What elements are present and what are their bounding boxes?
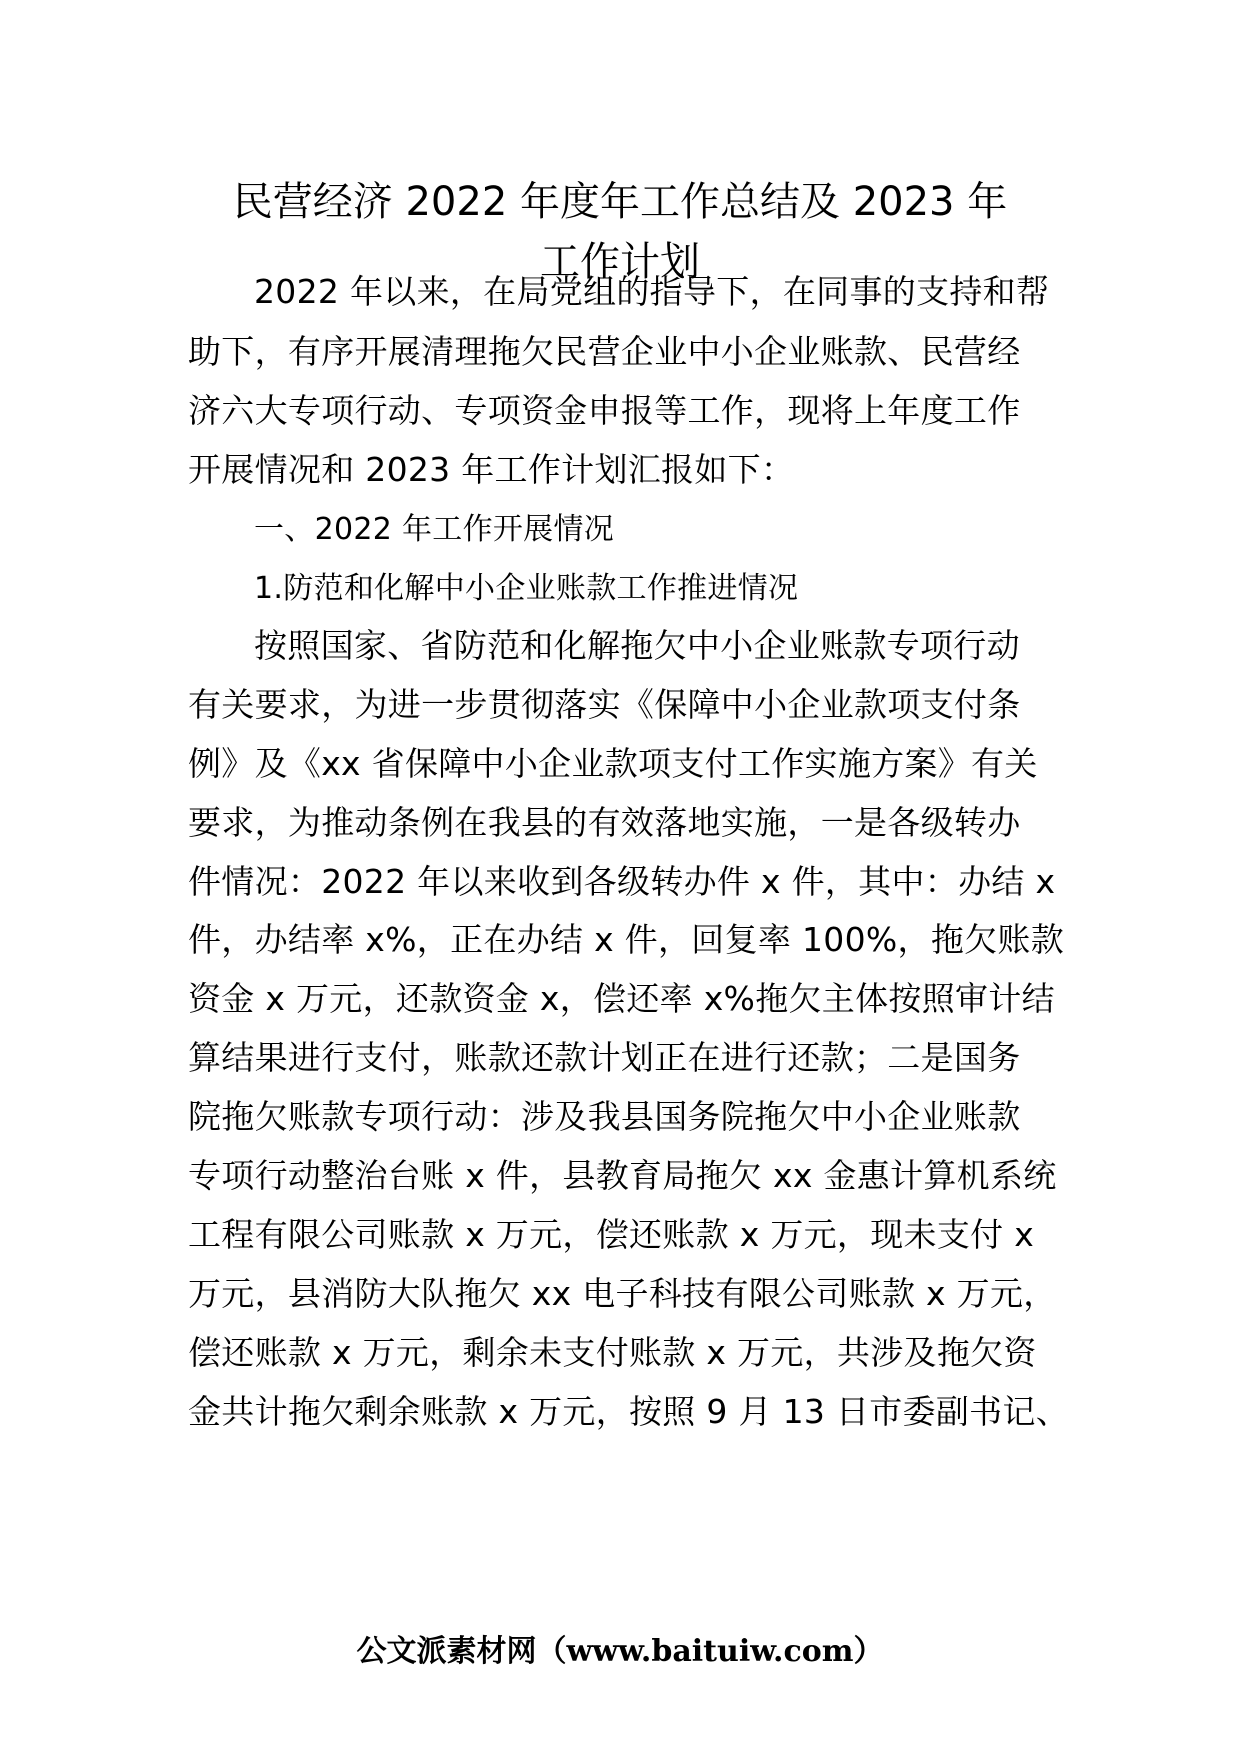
paragraph-2-line: 工程有限公司账款 x 万元，偿还账款 x 万元，现未支付 x bbox=[188, 1215, 1035, 1254]
paragraph-2-line: 院拖欠账款专项行动：涉及我县国务院拖欠中小企业账款 bbox=[188, 1097, 1021, 1136]
source-footer: 公文派素材网（www.baituiw.com） bbox=[356, 1634, 884, 1669]
subsection-heading: 1.防范和化解中小企业账款工作推进情况 bbox=[254, 571, 799, 606]
paragraph-2-line: 件，办结率 x%，正在办结 x 件，回复率 100%，拖欠账款 bbox=[188, 920, 1065, 959]
paragraph-2-line: 有关要求，为进一步贯彻落实《保障中小企业款项支付条 bbox=[188, 685, 1021, 724]
paragraph-1-line: 开展情况和 2023 年工作计划汇报如下： bbox=[188, 450, 795, 489]
paragraph-1-line: 济六大专项行动、专项资金申报等工作，现将上年度工作 bbox=[188, 391, 1021, 430]
paragraph-2-line: 要求，为推动条例在我县的有效落地实施，一是各级转办 bbox=[188, 803, 1021, 842]
paragraph-2-line: 例》及《xx 省保障中小企业款项支付工作实施方案》有关 bbox=[188, 744, 1038, 783]
paragraph-2-line: 件情况：2022 年以来收到各级转办件 x 件，其中：办结 x bbox=[188, 862, 1056, 901]
paragraph-2-line: 偿还账款 x 万元，剩余未支付账款 x 万元，共涉及拖欠资 bbox=[188, 1333, 1037, 1372]
paragraph-2-line: 金共计拖欠剩余账款 x 万元，按照 9 月 13 日市委副书记、 bbox=[188, 1392, 1070, 1431]
paragraph-1-line: 2022 年以来，在局党组的指导下，在同事的支持和帮 bbox=[254, 272, 1050, 311]
document-title-line-2: 工作计划 bbox=[540, 239, 700, 285]
document-title-line-1: 民营经济 2022 年度年工作总结及 2023 年 bbox=[232, 179, 1008, 225]
paragraph-2-line: 专项行动整治台账 x 件，县教育局拖欠 xx 金惠计算机系统 bbox=[188, 1156, 1057, 1195]
paragraph-2-line: 算结果进行支付，账款还款计划正在进行还款；二是国务 bbox=[188, 1038, 1021, 1077]
paragraph-1-line: 助下，有序开展清理拖欠民营企业中小企业账款、民营经 bbox=[188, 332, 1021, 371]
paragraph-2-line: 按照国家、省防范和化解拖欠中小企业账款专项行动 bbox=[254, 626, 1020, 665]
paragraph-2-line: 资金 x 万元，还款资金 x，偿还率 x%拖欠主体按照审计结 bbox=[188, 979, 1055, 1018]
section-heading: 一、2022 年工作开展情况 bbox=[254, 512, 615, 547]
paragraph-2-line: 万元，县消防大队拖欠 xx 电子科技有限公司账款 x 万元， bbox=[188, 1274, 1057, 1313]
